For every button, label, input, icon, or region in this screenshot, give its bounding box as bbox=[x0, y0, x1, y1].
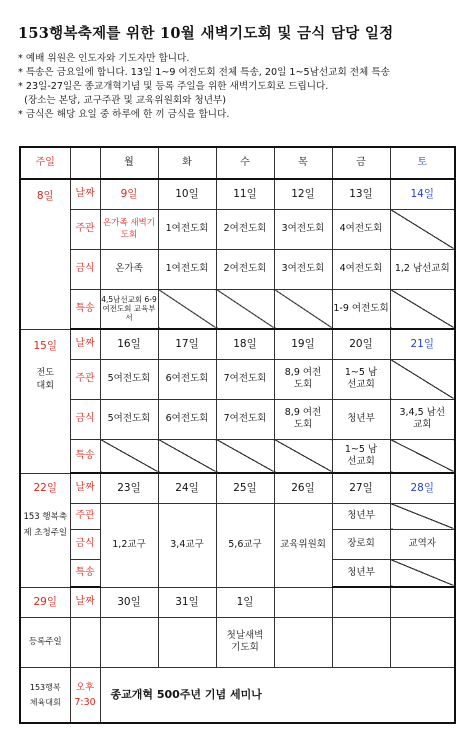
header-label-col bbox=[70, 147, 100, 179]
empty-cell bbox=[332, 617, 390, 667]
empty-cell bbox=[332, 587, 390, 617]
song-cell: 1~5 남선교회 bbox=[332, 439, 390, 473]
empty-cell bbox=[158, 617, 216, 667]
note-item: * 23일-27일은 종교개혁기념 및 등록 주일을 위한 새벽기도회로 드립니다. bbox=[18, 81, 329, 92]
empty-diagonal-cell bbox=[100, 439, 158, 473]
week1-sunday: 8일 bbox=[20, 179, 70, 329]
host-cell: 온가족 새벽기도회 bbox=[100, 209, 158, 249]
fast-cell: 청년부 bbox=[332, 399, 390, 439]
page-title: 153행복축제를 위한 10월 새벽기도회 및 금식 담당 일정 bbox=[18, 25, 394, 42]
row-label-fast: 금식 bbox=[70, 529, 100, 559]
header-sat: 토 bbox=[390, 147, 455, 179]
week4-date-row bbox=[20, 587, 455, 617]
week2-fast-row bbox=[20, 399, 455, 439]
row-label-fast: 금식 bbox=[70, 249, 100, 289]
empty-diagonal-cell bbox=[274, 439, 332, 473]
fast-cell: 1,2 남선교회 bbox=[390, 249, 455, 289]
empty-diagonal-cell bbox=[390, 439, 455, 473]
empty-cell bbox=[70, 617, 100, 667]
empty-diagonal-cell bbox=[390, 209, 455, 249]
date-cell: 1일 bbox=[216, 587, 274, 617]
song-cell: 1-9 여전도회 bbox=[332, 289, 390, 329]
week3-host-row bbox=[20, 503, 455, 529]
host-cell: 2여전도회 bbox=[216, 209, 274, 249]
date-cell: 25일 bbox=[216, 473, 274, 503]
week4-note-row bbox=[20, 617, 455, 667]
host-cell: 1여전도회 bbox=[158, 209, 216, 249]
host-cell: 3여전도회 bbox=[274, 209, 332, 249]
header-wed: 수 bbox=[216, 147, 274, 179]
header-fri: 금 bbox=[332, 147, 390, 179]
fast-cell: 7여전도회 bbox=[216, 399, 274, 439]
header-row bbox=[20, 147, 455, 179]
week3-note: 153 행복축제 초청주일 bbox=[23, 511, 68, 538]
row-label-date: 날짜 bbox=[70, 329, 100, 359]
empty-diagonal-cell bbox=[216, 439, 274, 473]
note-item: * 금식은 해당 요일 중 하루에 한 끼 금식을 합니다. bbox=[18, 109, 230, 120]
week4-event-row bbox=[20, 667, 455, 723]
fast-cell: 3여전도회 bbox=[274, 249, 332, 289]
date-cell: 17일 bbox=[158, 329, 216, 359]
header-sunday: 주일 bbox=[20, 147, 70, 179]
date-cell: 20일 bbox=[332, 329, 390, 359]
row-label-date: 날짜 bbox=[70, 587, 100, 617]
fast-cell: 온가족 bbox=[100, 249, 158, 289]
week2-date-row bbox=[20, 329, 455, 359]
week1-date-row bbox=[20, 179, 455, 209]
week3-sunday: 22일 153 행복축제 초청주일 bbox=[20, 473, 70, 587]
host-cell: 6여전도회 bbox=[158, 359, 216, 399]
host-cell: 1~5 남선교회 bbox=[332, 359, 390, 399]
seminar-label: 종교개혁 500주년 기념 세미나 bbox=[110, 687, 262, 701]
row-label-song: 특송 bbox=[70, 289, 100, 329]
row-label-song: 특송 bbox=[70, 439, 100, 473]
fast-cell: 8,9 여전도회 bbox=[274, 399, 332, 439]
merged-cell: 교육위원회 bbox=[274, 503, 332, 587]
date-cell: 12일 bbox=[274, 179, 332, 209]
empty-diagonal-cell bbox=[390, 289, 455, 329]
fast-cell: 교역자 bbox=[390, 529, 455, 559]
empty-diagonal-cell bbox=[390, 503, 455, 529]
date-cell: 23일 bbox=[100, 473, 158, 503]
empty-cell bbox=[274, 617, 332, 667]
date-cell: 10일 bbox=[158, 179, 216, 209]
song-cell: 4,5남선교회 6-9여전도회 교육부서 bbox=[100, 289, 158, 329]
row-label-host: 주관 bbox=[70, 503, 100, 529]
host-cell: 청년부 bbox=[332, 503, 390, 529]
date-cell: 11일 bbox=[216, 179, 274, 209]
row-label-date: 날짜 bbox=[70, 179, 100, 209]
event-note: 153행복 체육대회 bbox=[20, 667, 70, 723]
date-cell: 26일 bbox=[274, 473, 332, 503]
row-label-host: 주관 bbox=[70, 209, 100, 249]
week4-note: 등록주일 bbox=[20, 617, 70, 667]
date-cell: 18일 bbox=[216, 329, 274, 359]
merged-cell: 5,6교구 bbox=[216, 503, 274, 587]
date-cell: 31일 bbox=[158, 587, 216, 617]
host-cell: 8,9 여전도회 bbox=[274, 359, 332, 399]
host-cell: 4여전도회 bbox=[332, 209, 390, 249]
week3-date-row bbox=[20, 473, 455, 503]
fast-cell: 장로회 bbox=[332, 529, 390, 559]
event-time: 오후 7:30 bbox=[70, 667, 100, 723]
row-label-date: 날짜 bbox=[70, 473, 100, 503]
week4-sunday: 29일 bbox=[20, 587, 70, 617]
note-item: * 특송은 금요일에 합니다. 13일 1~9 여전도회 전체 특송, 20일 1~5남선교회 전체 특송 bbox=[18, 67, 390, 78]
fast-cell: 6여전도회 bbox=[158, 399, 216, 439]
fast-cell: 2여전도회 bbox=[216, 249, 274, 289]
date-cell: 28일 bbox=[390, 473, 455, 503]
empty-cell bbox=[100, 617, 158, 667]
host-cell: 7여전도회 bbox=[216, 359, 274, 399]
date-cell: 27일 bbox=[332, 473, 390, 503]
fast-cell: 5여전도회 bbox=[100, 399, 158, 439]
week2-note: 전도 대회 bbox=[36, 367, 54, 391]
header-mon: 월 bbox=[100, 147, 158, 179]
host-cell: 5여전도회 bbox=[100, 359, 158, 399]
empty-diagonal-cell bbox=[274, 289, 332, 329]
empty-cell bbox=[390, 587, 455, 617]
fast-cell: 1여전도회 bbox=[158, 249, 216, 289]
date-cell: 24일 bbox=[158, 473, 216, 503]
week1-song-row bbox=[20, 289, 455, 329]
week1-fast-row bbox=[20, 249, 455, 289]
date-cell: 14일 bbox=[390, 179, 455, 209]
date-cell: 16일 bbox=[100, 329, 158, 359]
seminar-cell bbox=[100, 667, 455, 723]
merged-cell: 1,2교구 bbox=[100, 503, 158, 587]
date-cell: 9일 bbox=[100, 179, 158, 209]
empty-diagonal-cell bbox=[216, 289, 274, 329]
note-item: (장소는 본당, 교구주관 및 교육위원회와 청년부) bbox=[18, 95, 226, 106]
fast-cell: 3,4,5 남선교회 bbox=[390, 399, 455, 439]
merged-cell: 3,4교구 bbox=[158, 503, 216, 587]
empty-diagonal-cell bbox=[390, 559, 455, 587]
empty-diagonal-cell bbox=[390, 359, 455, 399]
notes-list bbox=[18, 52, 390, 122]
wed-note-cell: 첫날새벽 기도회 bbox=[216, 617, 274, 667]
empty-diagonal-cell bbox=[158, 289, 216, 329]
date-cell: 19일 bbox=[274, 329, 332, 359]
schedule-table bbox=[19, 146, 456, 724]
week2-host-row bbox=[20, 359, 455, 399]
row-label-host: 주관 bbox=[70, 359, 100, 399]
header-thu: 목 bbox=[274, 147, 332, 179]
row-label-fast: 금식 bbox=[70, 399, 100, 439]
fast-cell: 4여전도회 bbox=[332, 249, 390, 289]
week2-sunday: 15일 전도 대회 bbox=[20, 329, 70, 473]
date-cell: 13일 bbox=[332, 179, 390, 209]
empty-diagonal-cell bbox=[158, 439, 216, 473]
song-cell: 청년부 bbox=[332, 559, 390, 587]
date-cell: 21일 bbox=[390, 329, 455, 359]
week1-host-row bbox=[20, 209, 455, 249]
date-cell: 30일 bbox=[100, 587, 158, 617]
empty-cell bbox=[390, 617, 455, 667]
note-item: * 예배 위원은 인도자와 기도자만 합니다. bbox=[18, 53, 190, 64]
empty-cell bbox=[274, 587, 332, 617]
week2-song-row bbox=[20, 439, 455, 473]
row-label-song: 특송 bbox=[70, 559, 100, 587]
header-tue: 화 bbox=[158, 147, 216, 179]
